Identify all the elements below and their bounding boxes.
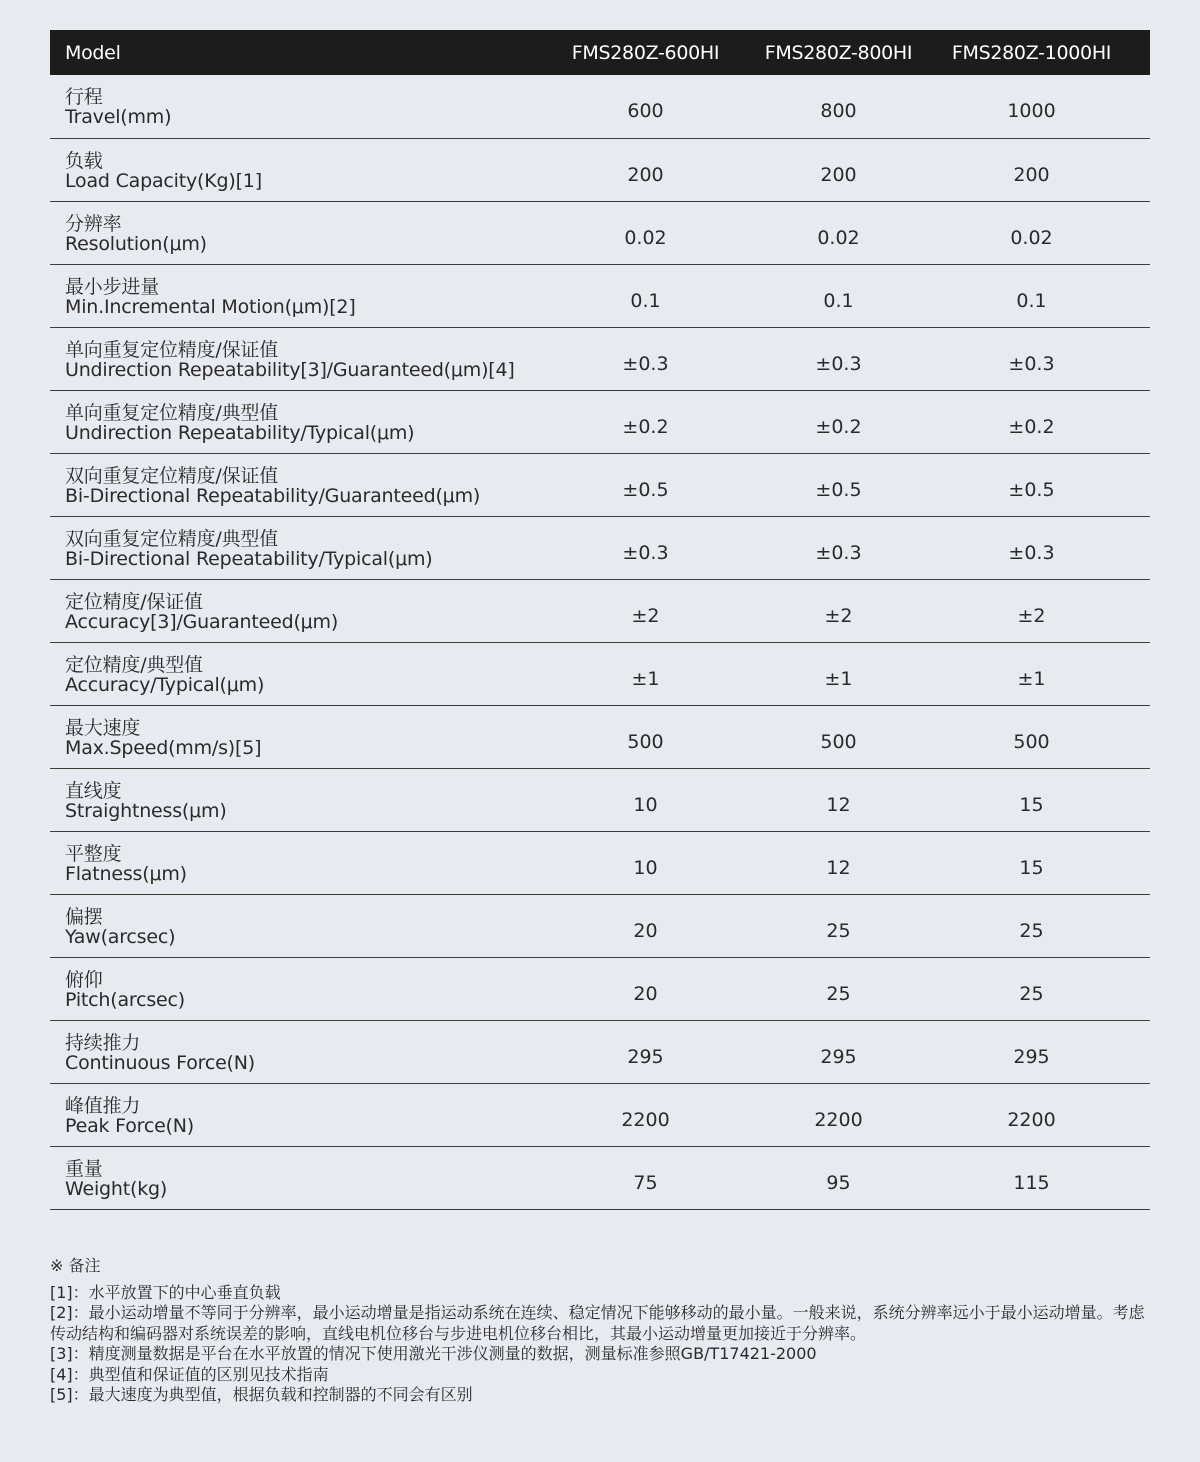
- spec-row: [50, 894, 1150, 957]
- spec-value: 500: [1013, 730, 1050, 753]
- spec-label-en: Max.Speed(mm/s)[5]: [65, 736, 262, 759]
- spec-value-cell: 10: [633, 856, 658, 879]
- spec-label-en: Peak Force(N): [65, 1114, 194, 1137]
- spec-value: 115: [1013, 1171, 1050, 1194]
- spec-value-cell: [935, 768, 1150, 831]
- spec-value-cell: 200: [820, 163, 857, 186]
- spec-value-cell: [935, 705, 1150, 768]
- spec-value-cell: 295: [627, 1045, 664, 1068]
- spec-label-cn: 最大速度: [65, 716, 141, 739]
- spec-value: 200: [1013, 163, 1050, 186]
- spec-label-cn: 偏摆: [65, 905, 103, 928]
- spec-value-cell: 0.02: [817, 226, 860, 249]
- spec-value-cell: ±1: [824, 667, 853, 690]
- spec-label-cell: [50, 894, 549, 957]
- spec-label-en: Bi-Directional Repeatability/Typical(μm): [65, 547, 433, 570]
- spec-row: [50, 642, 1150, 705]
- spec-row: [50, 138, 1150, 201]
- spec-value-cell: 75: [633, 1171, 658, 1194]
- spec-label-cell: [50, 453, 549, 516]
- spec-label-cell: [50, 1083, 549, 1146]
- spec-value-cell: ±0.3: [815, 352, 862, 375]
- spec-value-cell: 25: [826, 919, 851, 942]
- model-header-1000: [935, 30, 1150, 75]
- spec-label-en: Continuous Force(N): [65, 1051, 255, 1074]
- spec-label-cell: [50, 138, 549, 201]
- spec-value: 0.1: [1016, 289, 1047, 312]
- spec-value-cell: [935, 390, 1150, 453]
- spec-value-cell: ±2: [631, 604, 660, 627]
- spec-value: 15: [1019, 793, 1044, 816]
- spec-value: 25: [1019, 919, 1044, 942]
- spec-value-cell: [935, 201, 1150, 264]
- spec-value-cell: [935, 327, 1150, 390]
- spec-label-en: Bi-Directional Repeatability/Guaranteed(μm): [65, 484, 481, 507]
- spec-label-cn: 峰值推力: [65, 1094, 141, 1117]
- spec-value: ±0.3: [1008, 352, 1055, 375]
- spec-label-cell: [50, 957, 549, 1020]
- spec-value-cell: ±0.2: [622, 415, 669, 438]
- spec-row: [50, 516, 1150, 579]
- spec-label-cn: 行程: [65, 86, 103, 109]
- spec-label-cn: 定位精度/保证值: [65, 590, 203, 613]
- spec-value-cell: 0.1: [630, 289, 661, 312]
- spec-row: [50, 1146, 1150, 1209]
- spec-label-cn: 双向重复定位精度/保证值: [65, 464, 279, 487]
- spec-row: [50, 1083, 1150, 1146]
- spec-label-en: Weight(kg): [65, 1177, 168, 1200]
- spec-label-cn: 俯仰: [65, 968, 103, 991]
- spec-value: 1000: [1007, 100, 1056, 123]
- spec-value-cell: [935, 831, 1150, 894]
- spec-value-cell: 95: [826, 1171, 851, 1194]
- spec-value-cell: ±0.5: [815, 478, 862, 501]
- spec-label-cell: [50, 1020, 549, 1083]
- spec-value: 0.02: [1010, 226, 1053, 249]
- spec-label-cell: [50, 327, 549, 390]
- spec-label-cn: 最小步进量: [65, 275, 160, 298]
- spec-label-cn: 单向重复定位精度/保证值: [65, 338, 279, 361]
- spec-label-cell: [50, 264, 549, 327]
- spec-value-cell: ±1: [631, 667, 660, 690]
- spec-value-cell: [935, 642, 1150, 705]
- spec-row: [50, 957, 1150, 1020]
- spec-value: ±0.3: [1008, 541, 1055, 564]
- spec-label-en: Load Capacity(Kg)[1]: [65, 169, 262, 192]
- spec-value-cell: [935, 138, 1150, 201]
- spec-label-en: Undirection Repeatability/Typical(μm): [65, 421, 415, 444]
- spec-row: [50, 705, 1150, 768]
- spec-value-cell: 200: [627, 163, 664, 186]
- spec-label-cn: 重量: [65, 1157, 103, 1180]
- spec-value-cell: 10: [633, 793, 658, 816]
- spec-label-cn: 持续推力: [65, 1031, 141, 1054]
- spec-value-cell: 500: [627, 730, 664, 753]
- spec-value-cell: [935, 264, 1150, 327]
- spec-value-cell: [935, 579, 1150, 642]
- spec-value-cell: 295: [820, 1045, 857, 1068]
- note-item: [5]：最大速度为典型值，根据负载和控制器的不同会有区别: [50, 1385, 473, 1404]
- spec-value-cell: 500: [820, 730, 857, 753]
- spec-label-cell: [50, 1146, 549, 1209]
- spec-value-cell: 20: [633, 919, 658, 942]
- spec-value-cell: ±0.3: [622, 541, 669, 564]
- note-item: [1]：水平放置下的中心垂直负载: [50, 1282, 281, 1302]
- spec-value-cell: 20: [633, 982, 658, 1005]
- spec-value: 15: [1019, 856, 1044, 879]
- spec-row: [50, 1020, 1150, 1083]
- note-item: [2]：最小运动增量不等同于分辨率，最小运动增量是指运动系统在连续、稳定情况下能够移动的最小量。一般来说，系统分辨率远小于最小运动增量。考虑传动结构和编码器对系统误差的影响，直线电机位移台与步进电机位移台相比，其最小运动增量更加接近于分辨率。: [50, 1303, 1145, 1343]
- model-column-header: Model: [65, 41, 121, 64]
- spec-label-en: Accuracy/Typical(μm): [65, 673, 265, 696]
- spec-label-cell: [50, 642, 549, 705]
- spec-value: ±1: [1017, 667, 1046, 690]
- spec-label-en: Min.Incremental Motion(μm)[2]: [65, 295, 356, 318]
- spec-row: [50, 453, 1150, 516]
- spec-value-cell: ±0.3: [815, 541, 862, 564]
- spec-value-cell: 25: [826, 982, 851, 1005]
- spec-row: [50, 264, 1150, 327]
- notes-section: [50, 1256, 1150, 1406]
- spec-label-en: Undirection Repeatability[3]/Guaranteed(μm)[4]: [65, 358, 515, 381]
- spec-value-cell: [935, 75, 1150, 138]
- model-header-600: FMS280Z-600HI: [571, 41, 720, 64]
- spec-label-en: Yaw(arcsec): [65, 925, 176, 948]
- spec-label-cell: [50, 579, 549, 642]
- spec-label-cell: [50, 705, 549, 768]
- spec-value-cell: 600: [627, 100, 664, 123]
- spec-label-cn: 单向重复定位精度/典型值: [65, 401, 279, 424]
- spec-value-cell: 0.02: [624, 226, 667, 249]
- spec-value-cell: 0.1: [823, 289, 854, 312]
- spec-value-cell: [935, 1083, 1150, 1146]
- spec-value-cell: ±0.3: [622, 352, 669, 375]
- spec-row: [50, 768, 1150, 831]
- spec-value: 295: [1013, 1045, 1050, 1068]
- spec-value-cell: 2200: [814, 1108, 863, 1131]
- spec-row: [50, 390, 1150, 453]
- spec-value: ±0.2: [1008, 415, 1055, 438]
- spec-label-cell: [50, 75, 549, 138]
- spec-value: 2200: [1007, 1108, 1056, 1131]
- spec-label-cell: [50, 390, 549, 453]
- notes-title: ※ 备注: [50, 1256, 101, 1275]
- spec-row: [50, 327, 1150, 390]
- spec-label-cn: 负载: [65, 149, 103, 172]
- spec-value-cell: [935, 1020, 1150, 1083]
- spec-table-body: [50, 75, 1150, 1209]
- spec-label-en: Pitch(arcsec): [65, 988, 186, 1011]
- spec-label-en: Resolution(μm): [65, 232, 207, 255]
- spec-value-cell: 12: [826, 793, 851, 816]
- spec-value: 25: [1019, 982, 1044, 1005]
- spec-value-cell: [935, 516, 1150, 579]
- note-item: [3]：精度测量数据是平台在水平放置的情况下使用激光干涉仪测量的数据，测量标准参照GB/T17421-2000: [50, 1344, 817, 1363]
- spec-row: [50, 75, 1150, 138]
- spec-value: ±2: [1017, 604, 1046, 627]
- spec-value-cell: ±0.5: [622, 478, 669, 501]
- spec-value-cell: [935, 957, 1150, 1020]
- header-row: [50, 30, 1150, 75]
- spec-value-cell: [935, 1146, 1150, 1209]
- spec-label-cn: 双向重复定位精度/典型值: [65, 527, 279, 550]
- spec-label-cell: [50, 768, 549, 831]
- model-header-1000-text: FMS280Z-1000HI: [951, 41, 1112, 64]
- note-item: [4]：典型值和保证值的区别见技术指南: [50, 1364, 329, 1384]
- spec-value-cell: [935, 894, 1150, 957]
- spec-value: ±0.5: [1008, 478, 1055, 501]
- spec-row: [50, 579, 1150, 642]
- spec-value-cell: ±2: [824, 604, 853, 627]
- spec-label-en: Accuracy[3]/Guaranteed(μm): [65, 610, 339, 633]
- spec-label-en: Travel(mm): [65, 106, 172, 129]
- model-header-800: FMS280Z-800HI: [764, 41, 913, 64]
- spec-label-cell: [50, 831, 549, 894]
- spec-label-cn: 定位精度/典型值: [65, 653, 203, 676]
- spec-value-cell: 2200: [621, 1108, 670, 1131]
- spec-label-en: Straightness(μm): [65, 799, 227, 822]
- spec-label-cell: [50, 201, 549, 264]
- spec-value-cell: 12: [826, 856, 851, 879]
- spec-value-cell: ±0.2: [815, 415, 862, 438]
- spec-label-cell: [50, 516, 549, 579]
- spec-value-cell: [935, 453, 1150, 516]
- spec-row: [50, 831, 1150, 894]
- spec-table-header: [50, 30, 1150, 75]
- spec-label-cn: 分辨率: [65, 212, 122, 235]
- spec-label-en: Flatness(μm): [65, 862, 187, 885]
- spec-label-cn: 平整度: [65, 842, 122, 865]
- spec-table: [50, 30, 1150, 1210]
- spec-value-cell: 800: [820, 100, 857, 123]
- spec-label-cn: 直线度: [65, 779, 122, 802]
- spec-row: [50, 201, 1150, 264]
